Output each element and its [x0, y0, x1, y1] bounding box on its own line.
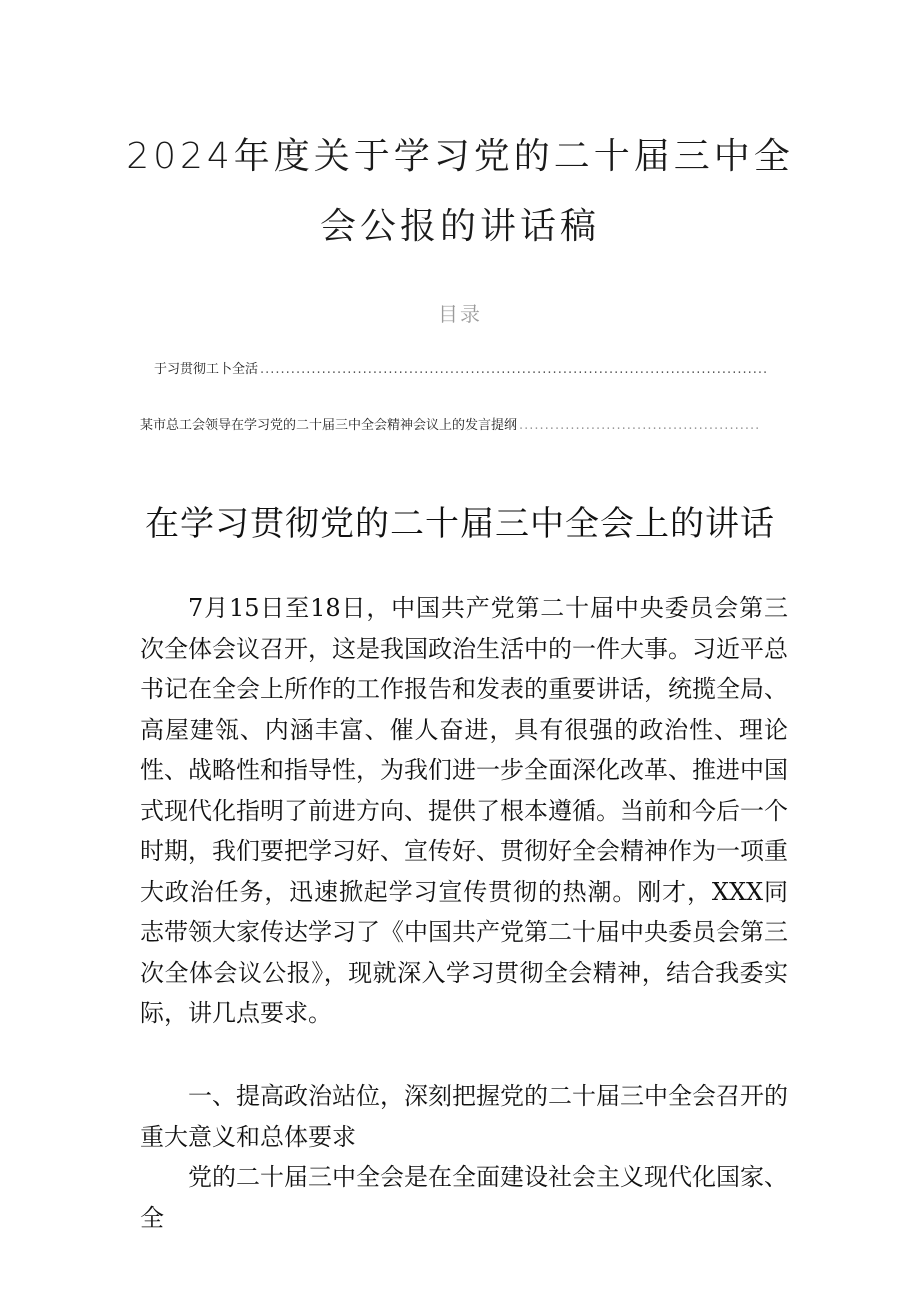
toc-entry-label: 于习贯彻工卜全活 — [154, 362, 259, 377]
toc-dot-leader — [260, 362, 766, 377]
paragraph-text: 党的二十届三中全会是在全面建设社会主义现代化国家、全 — [140, 1163, 788, 1232]
toc-entry[interactable] — [140, 414, 758, 433]
document-title-line-1: 2024年度关于学习党的二十届三中全 — [126, 136, 794, 177]
section-heading — [140, 1076, 788, 1157]
toc-dot-leader — [519, 418, 758, 433]
body-paragraph — [140, 588, 788, 1034]
document-title-line-2: 会公报的讲话稿 — [319, 206, 600, 247]
body-paragraph — [140, 1157, 788, 1238]
speech-title: 在学习贯彻党的二十届三中全会上的讲话 — [145, 504, 775, 544]
paragraph-text: 7月15日至18日，中国共产党第二十届中央委员会第三次全体会议召开，这是我国政治生活中的一件大事。习近平总书记在全会上所作的工作报告和发表的重要讲话，统揽全局、高屋建瓴、内涵丰富、催人奋进，具有很强的政治性、理论性、战略性和指导性，为我们进一步全面深化改革、推进中国式现代化指明了前进方向、提供了根本遵循。当前和今后一个时期，我们要把学习好、宣传好、贯彻好全会精神作为一项重大政治任务，迅速掀起学习宣传贯彻的热潮。刚才，XXX同志带领大家传达学习了《中国共产党第二十届中央委员会第三次全体会议公报》，现就深入学习贯彻全会精神，结合我委实际，讲几点要求。 — [140, 594, 788, 1027]
toc-entry-label: 某市总工会领导在学习党的二十届三中全会精神会议上的发言提纲 — [140, 418, 518, 433]
toc-entry[interactable] — [154, 358, 766, 377]
paragraph-text: 一、提高政治站位，深刻把握党的二十届三中全会召开的重大意义和总体要求 — [140, 1082, 788, 1151]
toc-heading: 目录 — [438, 302, 482, 326]
